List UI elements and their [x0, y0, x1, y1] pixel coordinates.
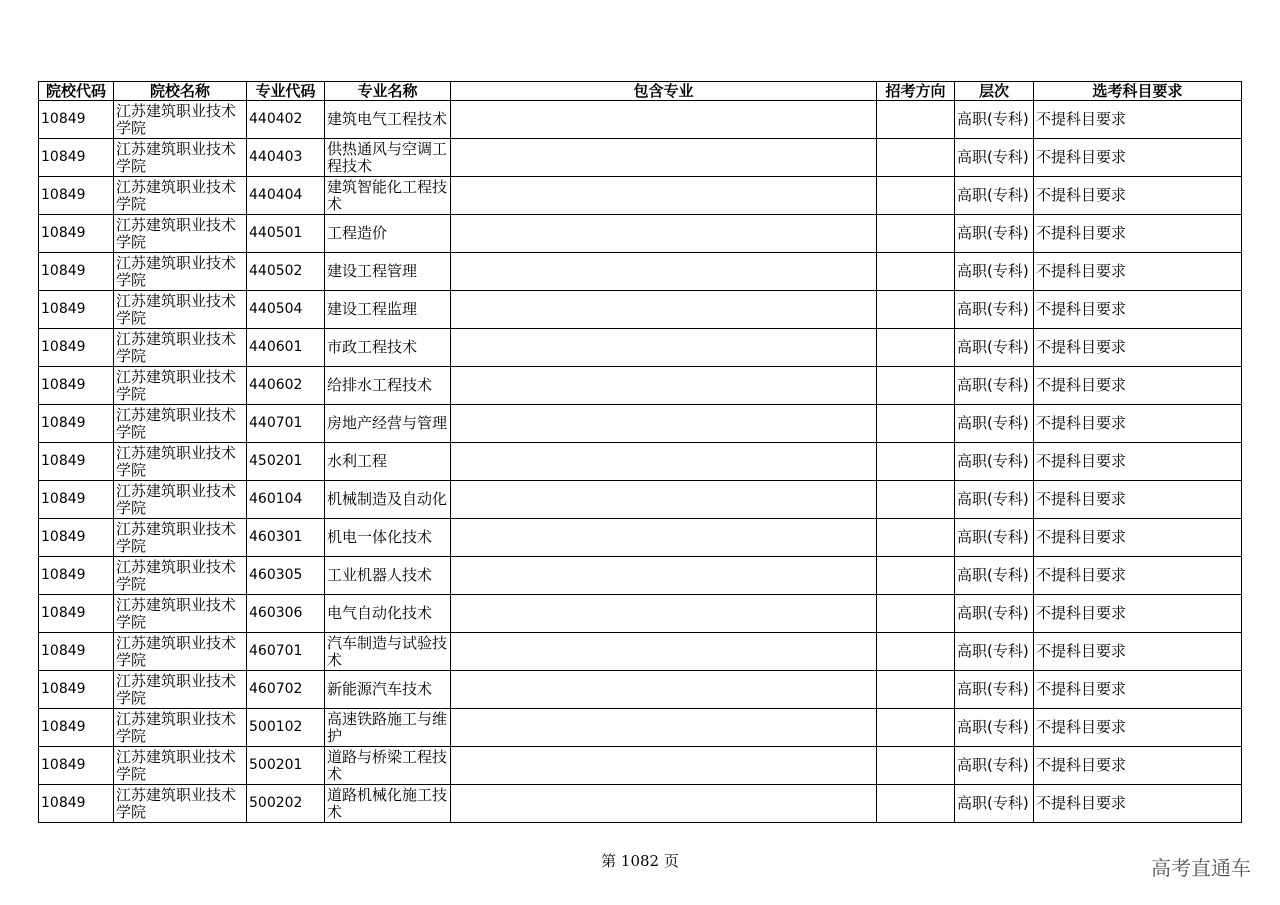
cell-direction	[877, 709, 955, 747]
cell-subject-requirement: 不提科目要求	[1034, 253, 1242, 291]
cell-major-name: 水利工程	[325, 443, 451, 481]
table-body	[39, 101, 1242, 823]
table-row	[39, 443, 1242, 481]
cell-school-name: 江苏建筑职业技术学院	[114, 747, 247, 785]
cell-school-name: 江苏建筑职业技术学院	[114, 101, 247, 139]
cell-major-name: 工业机器人技术	[325, 557, 451, 595]
cell-major-name: 道路机械化施工技术	[325, 785, 451, 823]
header-subject-requirement: 选考科目要求	[1034, 82, 1242, 101]
major-requirements-table	[38, 81, 1242, 823]
table-row	[39, 633, 1242, 671]
cell-major-code: 460301	[247, 519, 325, 557]
cell-school-code: 10849	[39, 177, 114, 215]
cell-direction	[877, 139, 955, 177]
cell-included-majors	[451, 101, 877, 139]
cell-school-name: 江苏建筑职业技术学院	[114, 519, 247, 557]
cell-level: 高职(专科)	[955, 101, 1034, 139]
table-row	[39, 101, 1242, 139]
cell-direction	[877, 633, 955, 671]
watermark: 高考直通车	[1151, 856, 1251, 880]
cell-included-majors	[451, 443, 877, 481]
cell-direction	[877, 329, 955, 367]
cell-major-name: 高速铁路施工与维护	[325, 709, 451, 747]
table-row	[39, 519, 1242, 557]
cell-direction	[877, 557, 955, 595]
cell-school-name: 江苏建筑职业技术学院	[114, 633, 247, 671]
cell-direction	[877, 215, 955, 253]
cell-included-majors	[451, 253, 877, 291]
cell-school-code: 10849	[39, 709, 114, 747]
cell-level: 高职(专科)	[955, 177, 1034, 215]
cell-school-name: 江苏建筑职业技术学院	[114, 291, 247, 329]
table-header-row	[39, 82, 1242, 101]
cell-major-code: 460702	[247, 671, 325, 709]
cell-major-code: 450201	[247, 443, 325, 481]
cell-level: 高职(专科)	[955, 215, 1034, 253]
cell-level: 高职(专科)	[955, 633, 1034, 671]
table-row	[39, 139, 1242, 177]
cell-included-majors	[451, 329, 877, 367]
table-row	[39, 595, 1242, 633]
cell-school-name: 江苏建筑职业技术学院	[114, 443, 247, 481]
cell-major-code: 440402	[247, 101, 325, 139]
cell-school-code: 10849	[39, 481, 114, 519]
cell-school-code: 10849	[39, 443, 114, 481]
cell-subject-requirement: 不提科目要求	[1034, 443, 1242, 481]
table-row	[39, 177, 1242, 215]
cell-major-code: 440601	[247, 329, 325, 367]
cell-school-name: 江苏建筑职业技术学院	[114, 785, 247, 823]
cell-school-code: 10849	[39, 101, 114, 139]
page-number: 第 1082 页	[601, 852, 679, 870]
cell-school-code: 10849	[39, 557, 114, 595]
cell-school-name: 江苏建筑职业技术学院	[114, 253, 247, 291]
table-row	[39, 367, 1242, 405]
cell-included-majors	[451, 595, 877, 633]
cell-school-name: 江苏建筑职业技术学院	[114, 139, 247, 177]
cell-major-name: 建设工程监理	[325, 291, 451, 329]
cell-major-code: 500202	[247, 785, 325, 823]
cell-school-name: 江苏建筑职业技术学院	[114, 329, 247, 367]
header-direction: 招考方向	[877, 82, 955, 101]
cell-included-majors	[451, 215, 877, 253]
cell-school-code: 10849	[39, 405, 114, 443]
cell-subject-requirement: 不提科目要求	[1034, 595, 1242, 633]
cell-major-name: 给排水工程技术	[325, 367, 451, 405]
table-row	[39, 747, 1242, 785]
table-row	[39, 557, 1242, 595]
header-school-name: 院校名称	[114, 82, 247, 101]
cell-major-name: 建筑智能化工程技术	[325, 177, 451, 215]
table-row	[39, 215, 1242, 253]
cell-level: 高职(专科)	[955, 747, 1034, 785]
table-row	[39, 405, 1242, 443]
cell-subject-requirement: 不提科目要求	[1034, 367, 1242, 405]
cell-included-majors	[451, 291, 877, 329]
cell-school-code: 10849	[39, 595, 114, 633]
cell-major-name: 电气自动化技术	[325, 595, 451, 633]
cell-school-code: 10849	[39, 519, 114, 557]
cell-school-code: 10849	[39, 291, 114, 329]
cell-major-code: 440701	[247, 405, 325, 443]
cell-major-code: 460306	[247, 595, 325, 633]
cell-major-name: 道路与桥梁工程技术	[325, 747, 451, 785]
cell-level: 高职(专科)	[955, 329, 1034, 367]
table-row	[39, 785, 1242, 823]
cell-included-majors	[451, 481, 877, 519]
cell-subject-requirement: 不提科目要求	[1034, 519, 1242, 557]
header-school-code: 院校代码	[39, 82, 114, 101]
cell-level: 高职(专科)	[955, 595, 1034, 633]
table-row	[39, 709, 1242, 747]
cell-school-name: 江苏建筑职业技术学院	[114, 367, 247, 405]
cell-subject-requirement: 不提科目要求	[1034, 405, 1242, 443]
cell-major-name: 建筑电气工程技术	[325, 101, 451, 139]
cell-school-code: 10849	[39, 215, 114, 253]
cell-subject-requirement: 不提科目要求	[1034, 709, 1242, 747]
header-major-code: 专业代码	[247, 82, 325, 101]
cell-level: 高职(专科)	[955, 709, 1034, 747]
cell-major-name: 汽车制造与试验技术	[325, 633, 451, 671]
cell-major-name: 建设工程管理	[325, 253, 451, 291]
cell-direction	[877, 785, 955, 823]
cell-major-name: 新能源汽车技术	[325, 671, 451, 709]
cell-school-code: 10849	[39, 747, 114, 785]
cell-major-code: 440404	[247, 177, 325, 215]
cell-subject-requirement: 不提科目要求	[1034, 633, 1242, 671]
cell-level: 高职(专科)	[955, 481, 1034, 519]
cell-major-code: 440501	[247, 215, 325, 253]
cell-subject-requirement: 不提科目要求	[1034, 101, 1242, 139]
cell-direction	[877, 519, 955, 557]
cell-school-code: 10849	[39, 139, 114, 177]
header-level: 层次	[955, 82, 1034, 101]
cell-subject-requirement: 不提科目要求	[1034, 215, 1242, 253]
table-row	[39, 481, 1242, 519]
cell-direction	[877, 481, 955, 519]
cell-school-name: 江苏建筑职业技术学院	[114, 215, 247, 253]
cell-school-name: 江苏建筑职业技术学院	[114, 405, 247, 443]
cell-included-majors	[451, 367, 877, 405]
cell-major-code: 460701	[247, 633, 325, 671]
cell-major-code: 460104	[247, 481, 325, 519]
cell-major-name: 机电一体化技术	[325, 519, 451, 557]
cell-school-name: 江苏建筑职业技术学院	[114, 595, 247, 633]
cell-major-code: 500102	[247, 709, 325, 747]
cell-subject-requirement: 不提科目要求	[1034, 557, 1242, 595]
cell-major-code: 440502	[247, 253, 325, 291]
cell-direction	[877, 671, 955, 709]
cell-school-code: 10849	[39, 253, 114, 291]
cell-major-name: 工程造价	[325, 215, 451, 253]
cell-included-majors	[451, 405, 877, 443]
cell-direction	[877, 101, 955, 139]
cell-level: 高职(专科)	[955, 291, 1034, 329]
table-row	[39, 329, 1242, 367]
cell-school-code: 10849	[39, 633, 114, 671]
table-row	[39, 671, 1242, 709]
cell-subject-requirement: 不提科目要求	[1034, 177, 1242, 215]
cell-major-name: 供热通风与空调工程技术	[325, 139, 451, 177]
cell-subject-requirement: 不提科目要求	[1034, 481, 1242, 519]
cell-included-majors	[451, 557, 877, 595]
table-row	[39, 291, 1242, 329]
cell-included-majors	[451, 747, 877, 785]
cell-included-majors	[451, 139, 877, 177]
cell-subject-requirement: 不提科目要求	[1034, 747, 1242, 785]
cell-included-majors	[451, 671, 877, 709]
cell-direction	[877, 253, 955, 291]
cell-included-majors	[451, 785, 877, 823]
cell-level: 高职(专科)	[955, 519, 1034, 557]
cell-direction	[877, 177, 955, 215]
cell-direction	[877, 291, 955, 329]
cell-direction	[877, 595, 955, 633]
cell-subject-requirement: 不提科目要求	[1034, 785, 1242, 823]
cell-major-code: 500201	[247, 747, 325, 785]
cell-school-name: 江苏建筑职业技术学院	[114, 481, 247, 519]
cell-level: 高职(专科)	[955, 671, 1034, 709]
cell-major-code: 440403	[247, 139, 325, 177]
cell-major-code: 440602	[247, 367, 325, 405]
cell-level: 高职(专科)	[955, 367, 1034, 405]
cell-major-name: 房地产经营与管理	[325, 405, 451, 443]
cell-major-code: 440504	[247, 291, 325, 329]
cell-school-code: 10849	[39, 329, 114, 367]
cell-level: 高职(专科)	[955, 557, 1034, 595]
cell-level: 高职(专科)	[955, 785, 1034, 823]
header-major-name: 专业名称	[325, 82, 451, 101]
cell-included-majors	[451, 633, 877, 671]
cell-subject-requirement: 不提科目要求	[1034, 291, 1242, 329]
cell-subject-requirement: 不提科目要求	[1034, 671, 1242, 709]
header-included-majors: 包含专业	[451, 82, 877, 101]
cell-school-code: 10849	[39, 671, 114, 709]
cell-included-majors	[451, 709, 877, 747]
cell-major-name: 市政工程技术	[325, 329, 451, 367]
cell-direction	[877, 405, 955, 443]
cell-school-name: 江苏建筑职业技术学院	[114, 177, 247, 215]
cell-included-majors	[451, 177, 877, 215]
cell-school-name: 江苏建筑职业技术学院	[114, 557, 247, 595]
cell-level: 高职(专科)	[955, 253, 1034, 291]
cell-direction	[877, 443, 955, 481]
cell-included-majors	[451, 519, 877, 557]
cell-school-code: 10849	[39, 785, 114, 823]
cell-school-name: 江苏建筑职业技术学院	[114, 671, 247, 709]
cell-school-code: 10849	[39, 367, 114, 405]
cell-major-code: 460305	[247, 557, 325, 595]
cell-level: 高职(专科)	[955, 139, 1034, 177]
cell-direction	[877, 747, 955, 785]
cell-direction	[877, 367, 955, 405]
table-row	[39, 253, 1242, 291]
cell-major-name: 机械制造及自动化	[325, 481, 451, 519]
cell-level: 高职(专科)	[955, 443, 1034, 481]
cell-level: 高职(专科)	[955, 405, 1034, 443]
cell-subject-requirement: 不提科目要求	[1034, 329, 1242, 367]
cell-school-name: 江苏建筑职业技术学院	[114, 709, 247, 747]
cell-subject-requirement: 不提科目要求	[1034, 139, 1242, 177]
